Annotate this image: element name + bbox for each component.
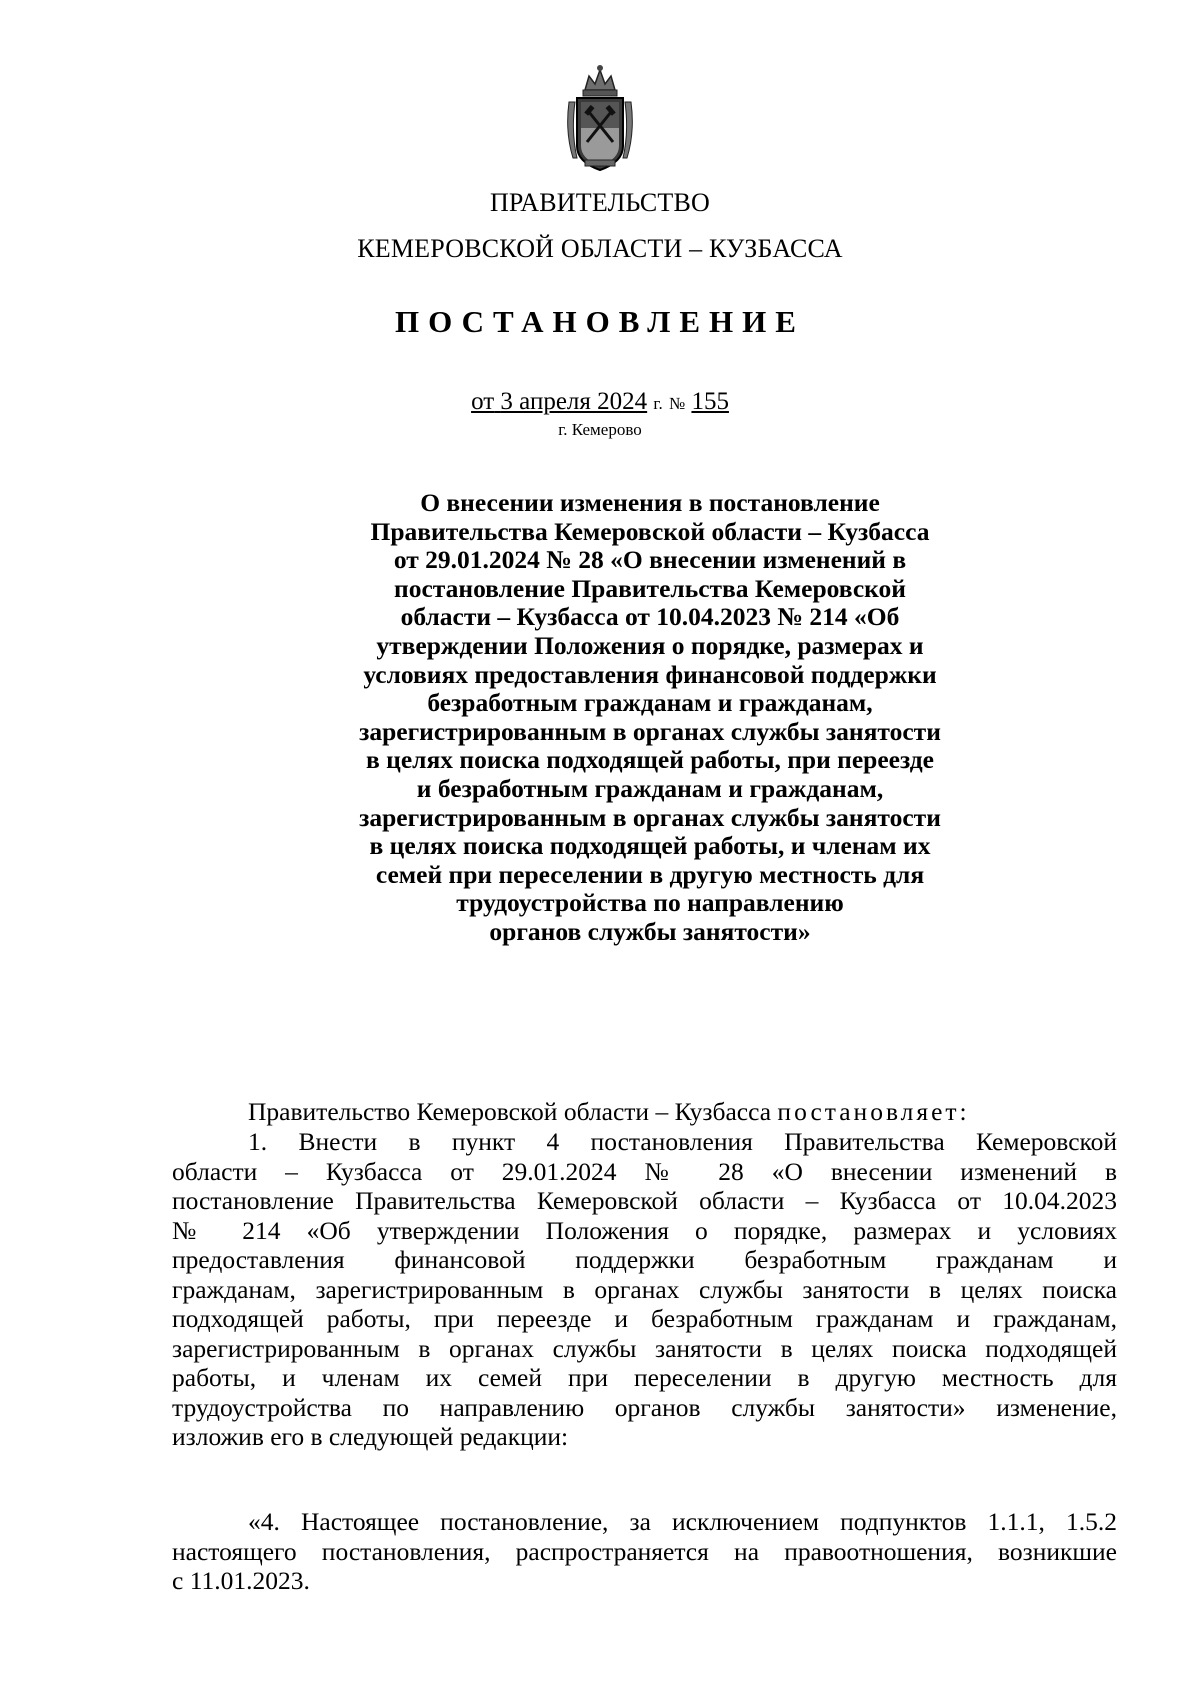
title-line: постановление Правительства Кемеровской: [394, 573, 906, 603]
title-line: безработным гражданам и гражданам,: [427, 688, 873, 718]
item-4-quote-paragraph: [172, 1507, 1117, 1596]
paragraph-line: постановление Правительства Кемеровской области – Кузбасса от 10.04.2023: [172, 1186, 1117, 1215]
title-line: органов службы занятости»: [489, 916, 811, 946]
title-line: и безработным гражданам и гражданам,: [416, 773, 884, 803]
title-line: в целях поиска подходящей работы, и членам их: [369, 831, 931, 861]
document-type-heading: ПОСТАНОВЛЕНИЕ: [395, 304, 805, 339]
preamble-paragraph: [172, 1097, 1117, 1127]
item-1-paragraph: [172, 1127, 1117, 1452]
title-line: зарегистрированным в органах службы занятости: [359, 716, 941, 746]
date-value: 3 апреля 2024: [500, 388, 648, 415]
paragraph-line: с 11.01.2023.: [172, 1566, 310, 1595]
paragraph-line: 1. Внести в пункт 4 постановления Правительства Кемеровской: [248, 1127, 1117, 1156]
preamble-decree-word: постановляет:: [777, 1097, 970, 1126]
coat-of-arms-emblem: [563, 62, 637, 174]
government-name-line-2: КЕМЕРОВСКОЙ ОБЛАСТИ – КУЗБАССА: [357, 234, 843, 263]
title-line: от 29.01.2024 № 28 «О внесении изменений в: [393, 545, 907, 575]
title-line: в целях поиска подходящей работы, при переезде: [366, 745, 934, 775]
title-line: зарегистрированным в органах службы занятости: [359, 802, 941, 832]
document-number: 155: [691, 388, 729, 415]
city-line: г. Кемерово: [558, 420, 642, 439]
paragraph-line: изложив его в следующей редакции:: [172, 1422, 569, 1451]
title-line: условиях предоставления финансовой поддержки: [363, 659, 937, 689]
date-suffix: г.: [653, 394, 663, 413]
number-sign: №: [668, 394, 686, 413]
title-line: утверждении Положения о порядке, размерах и: [376, 630, 924, 660]
paragraph-line: предоставления финансовой поддержки безработным гражданам и: [172, 1245, 1117, 1274]
paragraph-line: зарегистрированным в органах службы занятости в целях поиска подходящей: [172, 1333, 1117, 1363]
paragraph-line: области – Кузбасса от 29.01.2024 № 28 «О внесении изменений в: [172, 1156, 1117, 1186]
title-line: трудоустройства по направлению: [456, 888, 844, 918]
date-number-line: [0, 388, 1200, 416]
date-prefix: от: [471, 388, 495, 415]
paragraph-line: трудоустройства по направлению органов службы занятости» изменение,: [172, 1392, 1117, 1422]
paragraph-line: настоящего постановления, распространяется на правоотношения, возникшие: [172, 1536, 1117, 1566]
government-name-line-1: ПРАВИТЕЛЬСТВО: [489, 188, 711, 217]
title-line: О внесении изменения в постановление: [420, 488, 880, 517]
document-title: [300, 489, 1000, 947]
paragraph-line: подходящей работы, при переезде и безработным гражданам и гражданам,: [172, 1304, 1117, 1333]
paragraph-line: гражданам, зарегистрированным в органах службы занятости в целях поиска: [172, 1274, 1117, 1304]
title-line: семей при переселении в другую местность для: [375, 859, 925, 889]
preamble-text: Правительство Кемеровской области – Кузбасса: [248, 1097, 772, 1126]
title-line: области – Кузбасса от 10.04.2023 № 214 «Об: [400, 602, 900, 632]
paragraph-line: «4. Настоящее постановление, за исключением подпунктов 1.1.1, 1.5.2: [248, 1507, 1117, 1536]
title-line: Правительства Кемеровской области – Кузбасса: [370, 516, 930, 546]
paragraph-line: работы, и членам их семей при переселении в другую местность для: [172, 1363, 1117, 1392]
paragraph-line: № 214 «Об утверждении Положения о порядке, размерах и условиях: [172, 1215, 1117, 1245]
